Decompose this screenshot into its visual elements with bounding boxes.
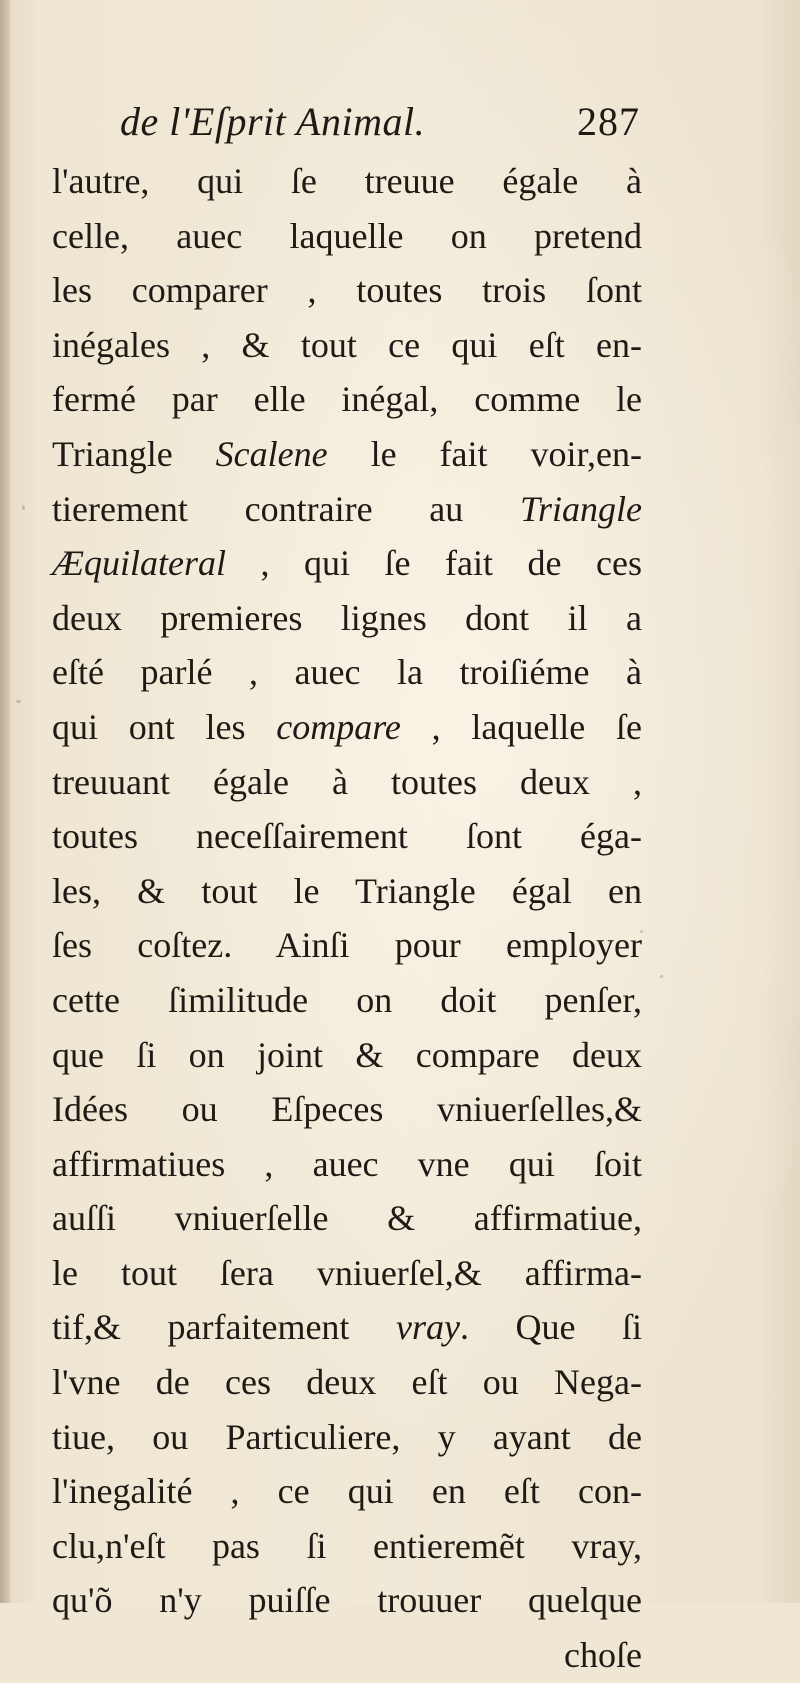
text-line: [52, 700, 642, 755]
text-run: , laquelle ſe: [400, 706, 643, 747]
paper-speck: [22, 505, 25, 510]
text-run: deux premieres lignes dont il a: [52, 597, 642, 638]
catchword: [52, 1628, 642, 1683]
italic-run: Triangle: [519, 488, 642, 529]
text-run: auſſi vniuerſelle & affirmatiue,: [52, 1198, 642, 1239]
italic-run: vray: [395, 1307, 460, 1348]
text-line: [52, 809, 642, 864]
text-run: Idées ou Eſpeces vniuerſelles,&: [52, 1089, 642, 1130]
text-run: l'inegalité , ce qui en eſt con-: [52, 1471, 642, 1512]
text-run: tif,& parfaitement: [52, 1307, 396, 1348]
page-header: [120, 98, 640, 158]
text-run: fermé par elle inégal, comme le: [52, 379, 642, 420]
text-run: treuuant égale à toutes deux ,: [52, 761, 642, 802]
running-head: de l'Eſprit Animal.: [120, 99, 426, 144]
text-line: [52, 482, 642, 537]
text-run: affirmatiues , auec vne qui ſoit: [52, 1143, 642, 1184]
text-line: [52, 973, 642, 1028]
text-run: l'autre, qui ſe treuue égale à: [52, 161, 642, 201]
text-run: cette ſimilitude on doit penſer,: [52, 979, 642, 1020]
text-run: inégales , & tout ce qui eſt en-: [52, 324, 642, 365]
page-binding-edge: [0, 0, 10, 1603]
text-run: eſté parlé , auec la troiſiéme à: [52, 652, 642, 693]
text-run: les, & tout le Triangle égal en: [52, 870, 642, 911]
text-line: [52, 1355, 642, 1410]
text-line: [52, 591, 642, 646]
page-number: 287: [577, 99, 640, 144]
text-run: le tout ſera vniuerſel,& affirma-: [52, 1252, 642, 1293]
text-line: [52, 645, 642, 700]
text-run: tierement contraire au: [52, 488, 520, 529]
text-line: [52, 372, 642, 427]
text-run: , qui ſe fait de ces: [226, 543, 642, 584]
text-line: [52, 209, 642, 264]
text-line: [52, 1137, 642, 1192]
text-line: [52, 1464, 642, 1519]
text-line: [52, 154, 642, 209]
text-line: [52, 864, 642, 919]
text-line: [52, 1191, 642, 1246]
text-run: qui ont les: [52, 706, 277, 747]
paper-speck: [640, 930, 643, 933]
text-run: . Que ſi: [459, 1307, 642, 1348]
text-run: tiue, ou Particuliere, y ayant de: [52, 1416, 642, 1457]
text-run: qu'õ n'y puiſſe trouuer quelque: [52, 1580, 642, 1621]
text-line: [52, 1573, 642, 1628]
text-run: toutes neceſſairement ſont éga-: [52, 816, 642, 857]
text-run: clu,n'eſt pas ſi entieremẽt vray,: [52, 1525, 642, 1566]
text-run: Triangle: [52, 433, 216, 474]
italic-run: compare: [276, 706, 401, 747]
text-line: [52, 263, 642, 318]
body-text: [52, 154, 642, 1683]
text-line: [52, 1300, 642, 1355]
italic-run: Scalene: [215, 433, 328, 474]
text-run: le fait voir,en-: [327, 433, 642, 474]
text-line: [52, 1028, 642, 1083]
text-run: choſe: [564, 1635, 642, 1676]
text-line: [52, 318, 642, 373]
text-line: [52, 536, 642, 591]
text-line: [52, 1519, 642, 1574]
italic-run: Æquilateral: [52, 543, 227, 584]
paper-speck: [16, 700, 21, 703]
text-run: celle, auec laquelle on pretend: [52, 215, 642, 256]
text-line: [52, 1410, 642, 1465]
text-line: [52, 918, 642, 973]
text-line: [52, 1082, 642, 1137]
text-line: [52, 755, 642, 810]
text-run: les comparer , toutes trois ſont: [52, 270, 642, 311]
text-run: que ſi on joint & compare deux: [52, 1034, 642, 1075]
text-line: [52, 1246, 642, 1301]
text-run: ſes coſtez. Ainſi pour employer: [52, 925, 642, 966]
paper-speck: [660, 975, 663, 978]
text-line: [52, 427, 642, 482]
text-run: l'vne de ces deux eſt ou Nega-: [52, 1362, 642, 1403]
